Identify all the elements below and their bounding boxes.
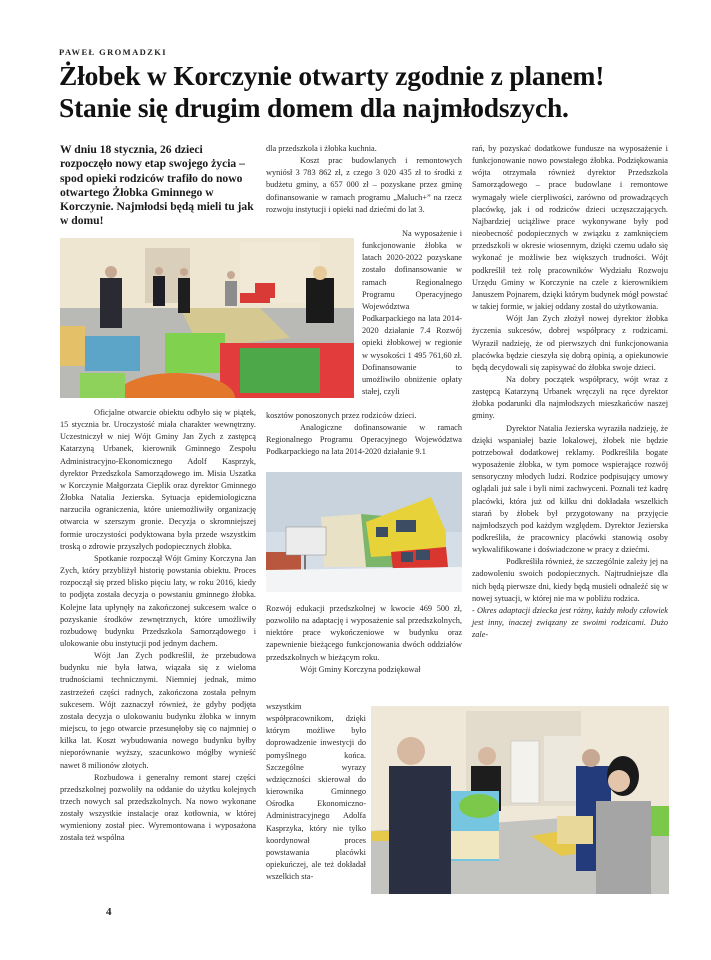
quote: - Okres adaptacji dziecka jest różny, każdy młody człowiek jest inny, inaczej związany ze swoimi rodzicami. Dużo zale- [472, 605, 668, 640]
column-3-body [472, 143, 668, 641]
photo-gift-handover [371, 706, 669, 894]
paragraph: Dyrektor Natalia Jezierska wyraziła nadzieję, że dzięki wspaniałej bazie lokalowej, żłobek nie będzie potrzebował dodatkowej reklamy. Podkreśliła bogate wyposażenie żłobka, w tym pomoce wspierające rozwój sensoryczny młodych ludzi. Rodzice podpisujący umowy oglądali już sale i byli nimi zachwyceni. Poznali też kadrę placówki, która już od kilku dni dokładała wszelkich starań by żłobek był przygotowany na przyjęcie najmłodszych pod każdym względem. Dyrektor Jezierska podkreśliła, że pracownicy placówki stanowią osoby wykwalifikowane i doświadczone w pracy z dziećmi. [472, 423, 668, 555]
paragraph: Koszt prac budowlanych i remontowych wyniósł 3 783 862 zł, z czego 3 020 435 zł to środki z budżetu gminy, a 657 000 zł – pozyskane przez gminę dofinansowanie w ramach programu „Maluch+” na rzecz rozwoju instytucji i opieki nad dziećmi do lat 3. [266, 156, 462, 214]
author-byline: PAWEŁ GROMADZKI [59, 47, 167, 57]
paragraph: Wójt Jan Zych złożył nowej dyrektor żłobka życzenia sukcesów, dobrej współpracy z rodzicami. Wyraził nadzieję, że od pierwszych dni funkcjonowania placówka będzie cieszyła się dobrą opinią, a opiekunowie będą decydowali się zapisywać do żłobka swoje dzieci. [472, 314, 668, 372]
paragraph: Wójt Jan Zych podkreślił, że przebudowa budynku nie była łatwa, wiązała się z wieloma trudnościami technicznymi. Niemniej jednak, mimo zastrzeżeń części radnych, zakończona została pełnym sukcesem. Wójt zaznaczył również, że gdyby podjęta została decyzja o ulokowaniu budynku żłobka w innym miejscu, to jego otwarcie przesunęłoby się co najmniej o kilka lat. Koszt wybudowania nowego budynku byłby nieporównanie wyższy, szacunkowo mógłby wynieść nawet 8 milionów złotych. [60, 651, 256, 770]
column-2-top [266, 143, 462, 216]
column-2-narrow [362, 228, 462, 398]
photo-nursery-interior [60, 238, 354, 398]
paragraph: kosztów ponoszonych przez rodziców dzieci. [266, 411, 417, 420]
page-number: 4 [106, 906, 112, 918]
paragraph: Podkreśliła również, że szczególnie zależy jej na zadowoleniu swoich podopiecznych. Najtrudniejsze dla nich będą pierwsze dni, kiedy będą musieli odnaleźć się w nowej sytuacji, w której nie ma w pobliżu rodzica. [472, 557, 668, 603]
paragraph: Na wyposażenie i funkcjonowanie żłobka w latach 2020-2022 pozyskane zostało dofinansowanie w ramach Regionalnego Programu Operacyjnego Województwa Podkarpackiego na lata 2014-2020 działanie 7.4 Rozwój opieki żłobkowej w regionie w wysokości 1 495 761,60 zł. Dofinansowanie to umożliwiło obniżenie opłaty stałej, czyli [362, 229, 462, 397]
paragraph: Oficjalne otwarcie obiektu odbyło się w piątek, 15 stycznia br. Uroczystość miała charakter wewnętrzny. Uczestniczył w niej Wójt Gminy Jan Zych z zastępcą Katarzyną Urbanek, kierownik Gminnego Zespołu Administracyjno-Ekonomicznego Adolf Kasprzyk, dyrektor Przedszkola Samorządowego im. Misia Uszatka w Korczynie Małgorzata Cieplik oraz dyrektor Gminnego Żłobka Natalia Jezierska. Sytuacja epidemiologiczna narzuciła ograniczenia, które uniemożliwiły organizację otwarcia w szerszym gronie. Decyzja o skromniejszej formie uroczystości podyktowana była przede wszystkim troską o zdrowie przyszłych podopiecznych żłobka. [60, 408, 256, 551]
photo-building-exterior [266, 472, 462, 592]
column-1-body [60, 407, 256, 845]
paragraph: Rozbudowa i generalny remont starej części przedszkolnej pozwoliły na oddanie do użytku kolejnych trzech nowych sal przedszkolnych. Na nowo wykonane zostały wszystkie instalacje oraz kotłownia, w której wymieniony został piec. Wyremontowana i wyposażona została też wspólna [60, 772, 256, 843]
article-lead: W dniu 18 stycznia, 26 dzieci rozpoczęło nowy etap swojego życia – spod opieki rodziców trafiło do nowo otwartego Żłobka Gminnego w Korczynie. Najmłodsi będą mieli tu jak w domu! [60, 143, 254, 228]
column-2-after-photo [266, 603, 462, 676]
paragraph: Rozwój edukacji przedszkolnej w kwocie 469 500 zł, pozwoliło na adaptację i wyposażenie sal przedszkolnych, niektóre prace wykończeniowe w budynku oraz zapewnienie bieżącego funkcjonowania dwóch oddziałów przedszkolnych w bieżącym roku. [266, 604, 462, 662]
paragraph: Na dobry początek współpracy, wójt wraz z zastępcą Katarzyną Urbanek wręczyli na ręce dyrektor żłobka podarunki dla najmłodszych mieszkańców naszej gminy. [472, 374, 668, 421]
paragraph: dla przedszkola i żłobka kuchnia. [266, 144, 377, 153]
title-line-1: Żłobek w Korczynie otwarty zgodnie z planem! [59, 60, 605, 91]
paragraph: Spotkanie rozpoczął Wójt Gminy Korczyna Jan Zych, który przybliżył historię powstania obiektu. Proces rozpoczął się przed blisko pięciu laty, w roku 2016, kiedy to podjęta została decyzja o powstaniu gminnego żłobka. Kolejne lata upłynęły na zakończonej sukcesem walce o pozyskanie środków zewnętrznych, które umożliwiły rozbudowę budynku Przedszkola Samorządowego i ulokowanie obu instytucji pod jednym dachem. [60, 553, 256, 648]
paragraph: wszystkim współpracownikom, dzięki którym możliwe było doprowadzenie inwestycji do pomyślnego końca. Szczególne wyrazy wdzięczności skierował do kierownika Gminnego Ośrodka Ekonomiczno-Administracyjnego Adolfa Kasprzyka, który nie tylko koordynował proces powstawania placówki opiekuńczej, ale też dokładał wszelkich sta- [266, 702, 366, 882]
column-2-bottom-narrow [266, 701, 366, 883]
title-line-2: Stanie się drugim domem dla najmłodszych. [59, 92, 569, 123]
paragraph: Wójt Gminy Korczyna podziękował [300, 664, 421, 674]
column-2-mid [266, 410, 462, 459]
article-title [59, 60, 699, 124]
paragraph: rań, by pozyskać dodatkowe fundusze na wyposażenie i funkcjonowanie nowo powstałego żłobka. Podziękowania wójta otrzymała również dyrektor Przedszkola Samorządowego – prace budowlane i remontowe wymagały wiele cierpliwości, zarówno od prowadzących placówkę, jak i od rodziców dzieci uczęszczających. Najbardziej uciążliwe prace wykonywane były pod nieobecność podopiecznych w związku z zamknięciem przedszkoli w okresie wiosennym, dzięki czemu udało się wykonać je możliwie bez większych trudności. Wójt podkreślił też rolę pracowników Wydziału Rozwoju Urzędu Gminy w Korczynie na czele z kierownikiem Januszem Pojnarem, dzięki którym budynek mógł powstać w takiej formie, w jakiej oddany został do użytkowania. [472, 144, 668, 312]
paragraph: Analogiczne dofinansowanie w ramach Regionalnego Programu Operacyjnego Województwa Podkarpackiego na lata 2014-2020 działanie 9.1 [266, 423, 462, 457]
